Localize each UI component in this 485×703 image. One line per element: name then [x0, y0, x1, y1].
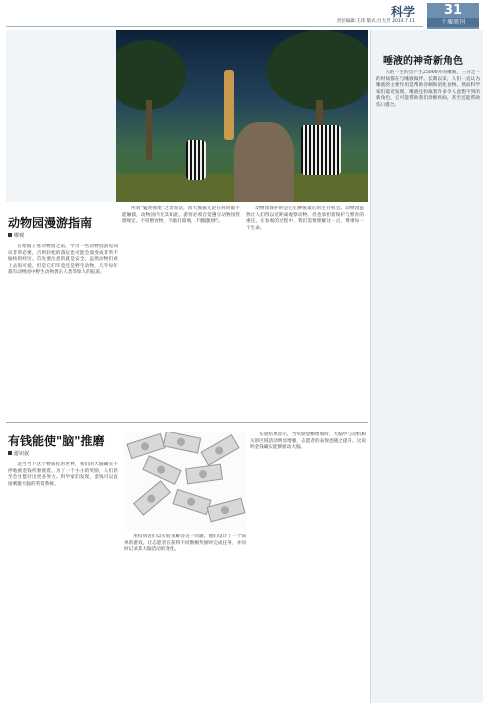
sidebar-column [376, 70, 480, 698]
article2-column-3 [250, 432, 366, 698]
article2-text: 实验结果显示，当奖励金额增加时，大脑中与动机相关的区域活动明显增强，志愿者的表现也随之提升。这说明金钱确实能够驱动大脑。 [250, 432, 366, 451]
zebra-figure [301, 125, 341, 175]
section-divider [6, 422, 368, 423]
banknote [142, 455, 181, 485]
banknotes-illustration [124, 432, 246, 530]
giraffe-figure [224, 70, 234, 140]
square-bullet-icon [8, 233, 12, 237]
article2-title: 有钱能使"脑"推磨 [8, 434, 105, 448]
sidebar-text: 人的一生约会产生25000升的唾液，三分之一的时间都在与唾液做伴。长期以来，人们一直认为唾液的主要作用是帮助吞咽和消化食物。然而科学家们最近发现，唾液还扮演着许多令人意想不到的新角色，它可能帮助我们诊断疾病，甚至还能帮助伤口愈合。 [376, 70, 480, 108]
article2-text: 适当当下这个物质化的世界，我们的大脑确实不停地被金钱所驱使着。为了一个小小的奖励，人们甚至会甘愿付出更多努力。科学家们发现，金钱可以直接刺激大脑的奖赏系统。 [8, 462, 118, 487]
article1-author-name: 缪观 [14, 233, 25, 239]
article1-column-3 [246, 206, 364, 418]
banknote [172, 489, 211, 515]
tree-foliage [266, 30, 368, 110]
publication-name: 十堰周刊 [427, 18, 479, 27]
sidebar-title: 唾液的神奇新角色 [383, 56, 463, 67]
article1-author [8, 232, 24, 239]
header-rule [6, 26, 423, 27]
article2-column-1 [8, 462, 118, 698]
zebra-figure [186, 140, 206, 180]
page-number: 31 [443, 3, 463, 18]
tree-trunk [146, 100, 152, 160]
article1-text: 在寒假子进动物园之前，学习一些动物园游览知识非常必要，否则轻松的游玩也可能会演变成非常不愉快的经历。首先要注意的就是安全。虽然动物们看上去很可爱，但是它们毕竟还是野生动物，几乎每年都有动物园中野生动物袭击人类等惊人的报道。 [8, 244, 118, 276]
article2-author [8, 450, 29, 457]
editor-credits: 责任编辑:王玮 版式:吕大芳 2014.7.11 [336, 19, 415, 24]
article1-title: 动物园漫游指南 [8, 216, 93, 230]
banknote [133, 480, 171, 515]
rock-formation [234, 122, 294, 202]
zoo-photo [116, 30, 368, 202]
page-number-box [427, 3, 479, 29]
banknote [200, 434, 239, 466]
title-background [6, 30, 116, 202]
square-bullet-icon [8, 451, 12, 455]
page-header [0, 0, 485, 30]
article1-text: 所谓"猛虎摇尾"之类说话，而大熊猫无论在何时都不能触摸，动物园内尤其如此。游客必须自觉遵守动物园管理规定，不投喂食物，不敲打玻璃，不翻越围栏。 [122, 206, 240, 225]
article2-author-name: 游识叔 [14, 451, 30, 457]
article1-text: 动物园保护的是它们种族最后的生存机会。动物园虽然让人们得以近距离观察动物，但也承担着保护与繁育的重任。在参观的过程中，我们需要理解这一点，尊重每一个生命。 [246, 206, 364, 231]
banknote [185, 464, 223, 485]
section-title: 科学 [390, 5, 415, 19]
article2-column-2 [124, 534, 246, 698]
article1-column-2 [122, 206, 240, 418]
article2-text: 用投资者们以实验来解答这一问题。他们设计了一个简单的游戏，让志愿者在获得不同数额奖励时完成任务，并同时记录其大脑活动的变化。 [124, 534, 246, 553]
article1-column-1 [8, 244, 118, 418]
banknote [126, 433, 165, 459]
banknote [207, 498, 246, 523]
banknote [163, 432, 202, 454]
